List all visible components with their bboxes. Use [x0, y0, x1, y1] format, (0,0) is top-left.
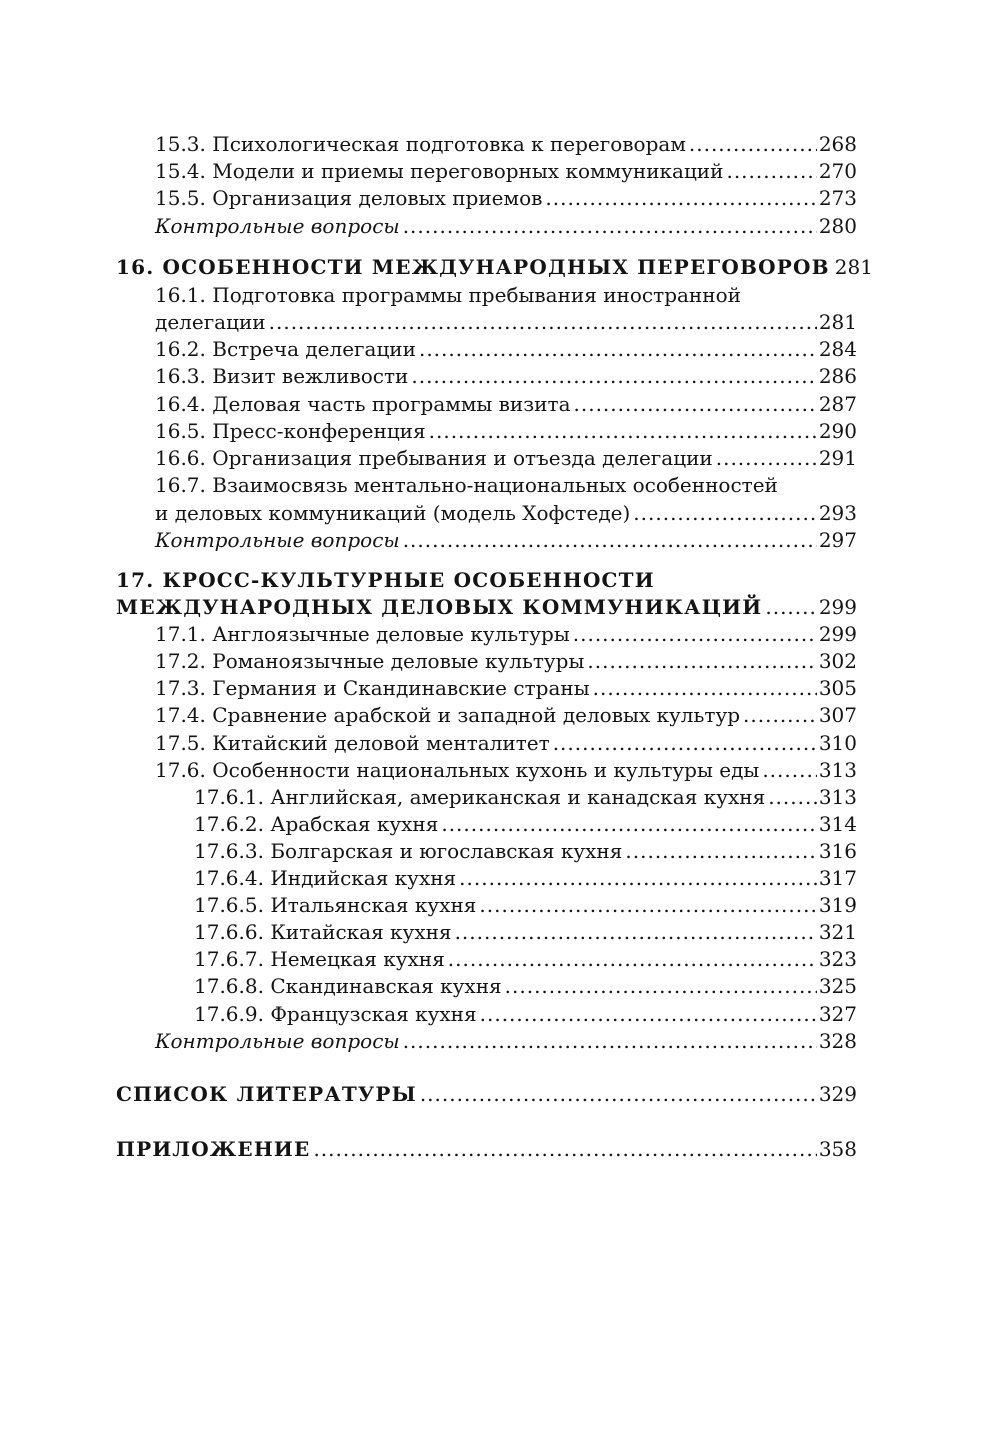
toc-entry-17-2[interactable] [155, 648, 857, 675]
toc-entry-15-5[interactable] [155, 185, 857, 212]
entry-title: 15.4. Модели и приемы переговорных коммуникаций [155, 159, 724, 183]
entry-title-continued: и деловых коммуникаций (модель Хофстеде) [155, 501, 631, 525]
entry-title: 17.6.2. Арабская кухня [194, 812, 439, 836]
entry-title: 17.5. Китайский деловой менталитет [155, 731, 550, 755]
toc-entry-17-6-2[interactable] [194, 811, 857, 838]
toc-entry-17-1[interactable] [155, 621, 857, 648]
toc-chapter-17[interactable] [116, 594, 857, 621]
toc-chapter-17-line1[interactable] [116, 567, 857, 594]
dot-leader [726, 158, 816, 185]
dot-leader [633, 500, 817, 527]
page-number: 284 [818, 337, 857, 361]
toc-entry-17-4[interactable] [155, 702, 857, 729]
page-number: 281 [818, 310, 857, 334]
dot-leader [403, 213, 817, 240]
dot-leader [553, 730, 817, 757]
toc-entry-16-7[interactable] [155, 500, 857, 527]
page-number: 321 [818, 920, 857, 944]
page-number: 325 [818, 974, 857, 998]
entry-title: Контрольные вопросы [155, 528, 400, 552]
toc-entry-16-2[interactable] [155, 336, 857, 363]
page-number: 297 [818, 528, 857, 552]
chapter-title: 17. КРОСС-КУЛЬТУРНЫЕ ОСОБЕННОСТИ [116, 568, 655, 592]
entry-title: 17.2. Романоязычные деловые культуры [155, 649, 585, 673]
dot-leader [743, 702, 817, 729]
toc-entry-16-1[interactable] [155, 309, 857, 336]
page-number: 319 [818, 893, 857, 917]
entry-title-continued: делегации [155, 310, 266, 334]
dot-leader [545, 185, 816, 212]
toc-entry-questions-16[interactable] [155, 527, 857, 554]
page-number: 299 [818, 622, 857, 646]
entry-title: 16.7. Взаимосвязь ментально-национальных особенностей [155, 473, 778, 497]
page-number: 314 [818, 812, 857, 836]
entry-title: 16.4. Деловая часть программы визита [155, 392, 571, 416]
chapter-title: 16. ОСОБЕННОСТИ МЕЖДУНАРОДНЫХ ПЕРЕГОВОРОВ [116, 255, 830, 279]
toc-entry-16-1-line1[interactable] [155, 282, 857, 309]
entry-title: 17.6.7. Немецкая кухня [194, 947, 445, 971]
page-number: 299 [818, 595, 857, 619]
page-number: 291 [818, 446, 857, 470]
page-number: 316 [818, 839, 857, 863]
entry-title: 17.6.4. Индийская кухня [194, 866, 457, 890]
toc-entry-16-4[interactable] [155, 391, 857, 418]
entry-title: 17.3. Германия и Скандинавские страны [155, 676, 590, 700]
dot-leader [419, 336, 817, 363]
page-number: 358 [818, 1137, 857, 1161]
chapter-title-continued: МЕЖДУНАРОДНЫХ ДЕЛОВЫХ КОММУНИКАЦИЙ [116, 595, 763, 619]
entry-title: 17.6. Особенности национальных кухонь и культуры еды [155, 758, 760, 782]
page-number: 328 [818, 1029, 857, 1053]
dot-leader [625, 838, 816, 865]
toc-bibliography[interactable] [116, 1081, 857, 1108]
page-number: 313 [818, 785, 857, 809]
entry-title: 16.2. Встреча делегации [155, 337, 416, 361]
toc-appendix[interactable] [116, 1136, 857, 1163]
dot-leader [455, 919, 817, 946]
page-number: 307 [818, 703, 857, 727]
page-number: 313 [818, 758, 857, 782]
page-number: 268 [818, 132, 857, 156]
toc-chapter-16[interactable] [116, 254, 873, 281]
dot-leader [480, 1001, 817, 1028]
dot-leader [716, 445, 817, 472]
page-number: 286 [818, 364, 857, 388]
entry-title: 17.4. Сравнение арабской и западной деловых культур [155, 703, 741, 727]
entry-title: 16.6. Организация пребывания и отъезда делегации [155, 446, 713, 470]
dot-leader [505, 973, 817, 1000]
toc-entry-17-3[interactable] [155, 675, 857, 702]
entry-title: 17.1. Англоязычные деловые культуры [155, 622, 570, 646]
toc-entry-17-6-1[interactable] [194, 784, 857, 811]
toc-entry-questions-17[interactable] [155, 1028, 857, 1055]
dot-leader [765, 594, 816, 621]
dot-leader [768, 784, 817, 811]
page-number: 329 [818, 1082, 857, 1106]
entry-title: 16.3. Визит вежливости [155, 364, 409, 388]
entry-title: 17.6.3. Болгарская и югославская кухня [194, 839, 623, 863]
entry-title: 16.1. Подготовка программы пребывания иностранной [155, 283, 741, 307]
entry-title: 17.6.6. Китайская кухня [194, 920, 452, 944]
dot-leader [313, 1136, 816, 1163]
page-number: 290 [818, 419, 857, 443]
entry-title: 15.3. Психологическая подготовка к переговорам [155, 132, 686, 156]
page-number: 305 [818, 676, 857, 700]
dot-leader [587, 648, 816, 675]
chapter-title: СПИСОК ЛИТЕРАТУРЫ [116, 1082, 417, 1106]
dot-leader [269, 309, 817, 336]
dot-leader [420, 1081, 817, 1108]
dot-leader [429, 418, 817, 445]
page-number: 327 [818, 1002, 857, 1026]
dot-leader [593, 675, 817, 702]
toc-entry-17-6-9[interactable] [194, 1001, 857, 1028]
page-number: 287 [818, 392, 857, 416]
toc-entry-questions-15[interactable] [155, 213, 857, 240]
toc-entry-17-6-6[interactable] [194, 919, 857, 946]
dot-leader [479, 892, 816, 919]
entry-title: Контрольные вопросы [155, 214, 400, 238]
toc-entry-16-6[interactable] [155, 445, 857, 472]
entry-title: Контрольные вопросы [155, 1029, 400, 1053]
entry-title: 17.6.5. Итальянская кухня [194, 893, 477, 917]
dot-leader [574, 391, 817, 418]
page-number: 302 [818, 649, 857, 673]
entry-title: 17.6.1. Английская, американская и канадская кухня [194, 785, 766, 809]
dot-leader [448, 946, 817, 973]
page-number: 280 [818, 214, 857, 238]
dot-leader [403, 1028, 817, 1055]
toc-entry-17-6-8[interactable] [194, 973, 857, 1000]
toc-entry-17-6[interactable] [155, 757, 857, 784]
toc-entry-15-4[interactable] [155, 158, 857, 185]
dot-leader [441, 811, 816, 838]
chapter-title: ПРИЛОЖЕНИЕ [116, 1137, 311, 1161]
toc-entry-16-3[interactable] [155, 363, 857, 390]
page-number: 270 [818, 159, 857, 183]
page-number: 310 [818, 731, 857, 755]
dot-leader [459, 865, 817, 892]
entry-title: 16.5. Пресс-конференция [155, 419, 426, 443]
toc-entry-16-5[interactable] [155, 418, 857, 445]
entry-title: 17.6.8. Скандинавская кухня [194, 974, 502, 998]
toc-entry-17-6-4[interactable] [194, 865, 857, 892]
toc-entry-17-5[interactable] [155, 730, 857, 757]
toc-entry-17-6-5[interactable] [194, 892, 857, 919]
toc-entry-16-7-line1[interactable] [155, 472, 857, 499]
entry-title: 17.6.9. Французская кухня [194, 1002, 477, 1026]
page-number: 281 [834, 255, 873, 279]
dot-leader [403, 527, 817, 554]
dot-leader [762, 757, 816, 784]
page-number: 273 [818, 186, 857, 210]
dot-leader [411, 363, 816, 390]
entry-title: 15.5. Организация деловых приемов [155, 186, 543, 210]
toc-entry-15-3[interactable] [155, 131, 857, 158]
dot-leader [573, 621, 817, 648]
page-number: 317 [818, 866, 857, 890]
toc-entry-17-6-7[interactable] [194, 946, 857, 973]
page-number: 323 [818, 947, 857, 971]
toc-entry-17-6-3[interactable] [194, 838, 857, 865]
dot-leader [689, 131, 817, 158]
page-number: 293 [818, 501, 857, 525]
